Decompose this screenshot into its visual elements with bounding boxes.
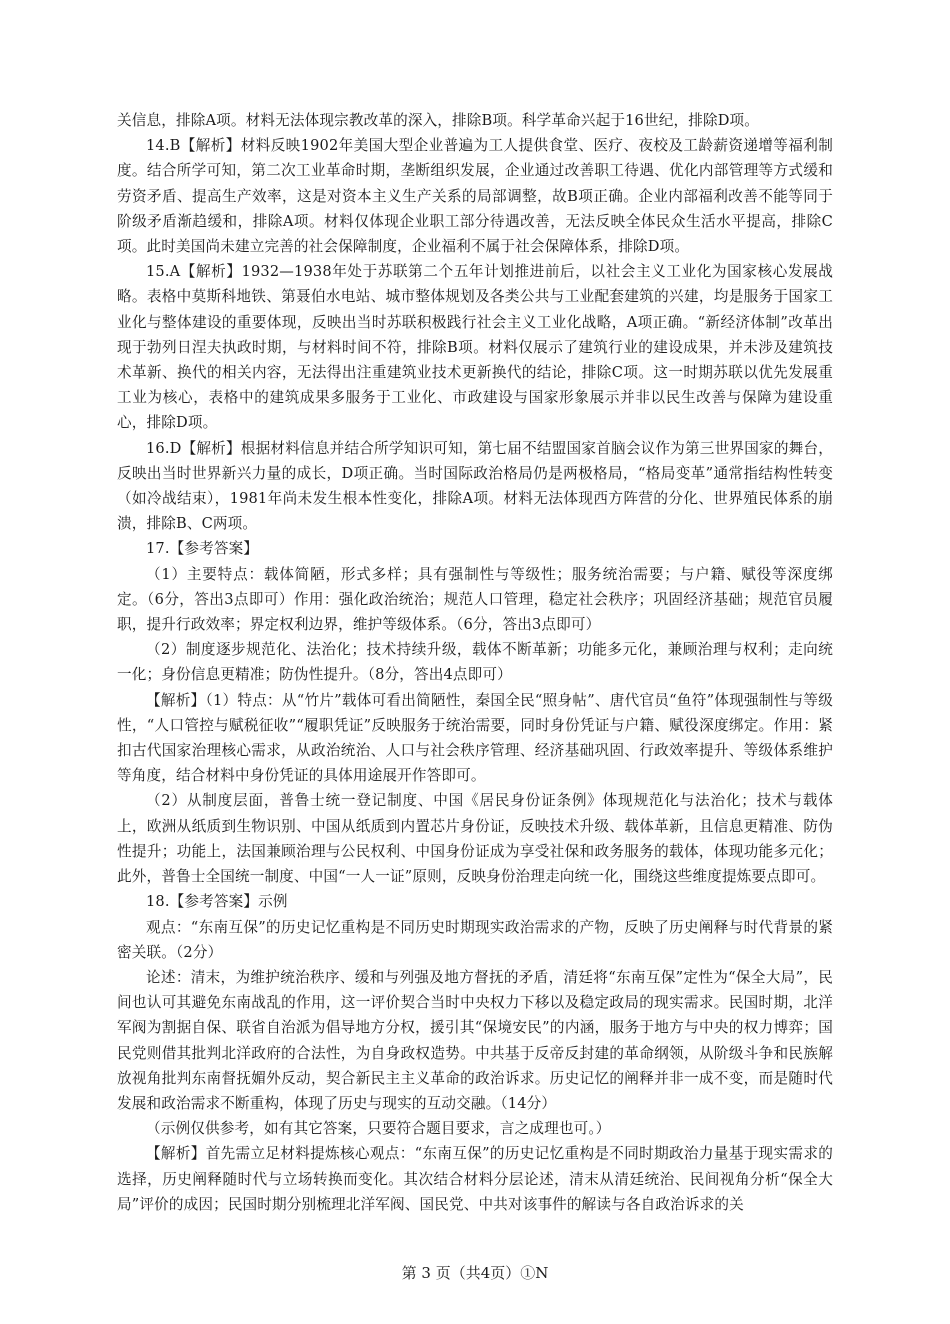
paragraph: 18.【参考答案】示例 [146, 893, 288, 911]
paragraph: （2）制度逐步规范化、法治化；技术持续升级，载体不断革新；功能多元化，兼顾治理与权利；走向统一化；身份信息更精准；防伪性提升。（8分，答出4点即可） [117, 641, 833, 684]
paragraph: 论述：清末，为维护统治秩序、缓和与列强及地方督抚的矛盾，清廷将“东南互保”定性为“保全大局”，民间也认可其避免东南战乱的作用，这一评价契合当时中央权力下移以及稳定政局的现实需求。民国时期，北洋军阀为割据自保、联省自治派为倡导地方分权，援引其“保境安民”的内涵，服务于地方与中央的权力博弈；国民党则借其批判北洋政府的合法性，为自身政权造势。中共基于反帝反封建的革命纲领，从阶级斗争和民族解放视角批判东南督抚媚外反动，契合新民主主义革命的政治诉求。历史记忆的阐释并非一成不变，而是随时代发展和政治需求不断重构，体现了历史与现实的互动交融。（14分） [117, 968, 833, 1112]
paragraph: （2）从制度层面，普鲁士统一登记制度、中国《居民身份证条例》体现规范化与法治化；技术与载体上，欧洲从纸质到生物识别、中国从纸质到内置芯片身份证，反映技术升级、载体革新，且信息更精准、防伪性提升；功能上，法国兼顾治理与公民权利、中国身份证成为享受社保和政务服务的载体，体现功能多元化；此外，普鲁士全国统一制度、中国“一人一证”原则，反映身份治理走向统一化，围绕这些维度提炼要点即可。 [117, 792, 833, 886]
paragraph: 关信息，排除A项。材料无法体现宗教改革的深入，排除B项。科学革命兴起于16世纪，排除D项。 [117, 112, 760, 129]
paragraph: 14.B【解析】材料反映1902年美国大型企业普遍为工人提供食堂、医疗、夜校及工龄薪资递增等福利制度。结合所学可知，第二次工业革命时期，垄断组织发展，企业通过改善职工待遇、优化内部管理等方式缓和劳资矛盾、提高生产效率，这是对资本主义生产关系的局部调整，故B项正确。企业内部福利改善不能等同于阶级矛盾渐趋缓和，排除A项。材料仅体现企业职工部分待遇改善，无法反映全体民众生活水平提高，排除C项。此时美国尚未建立完善的社会保障制度，企业福利不属于社会保障体系，排除D项。 [117, 137, 833, 256]
paragraph: （示例仅供参考，如有其它答案，只要符合题目要求，言之成理也可。） [146, 1120, 611, 1138]
paragraph: 观点：“东南互保”的历史记忆重构是不同历史时期现实政治需求的产物，反映了历史阐释与时代背景的紧密关联。（2分） [117, 918, 833, 961]
document-body [117, 108, 833, 1217]
page-footer: 第 3 页（共4页）①N [401, 1264, 549, 1282]
paragraph: 【解析】首先需立足材料提炼核心观点：“东南互保”的历史记忆重构是不同时期政治力量基于现实需求的选择，历史阐释随时代与立场转换而变化。其次结合材料分层论述，清末从清廷统治、民间视角分析“保全大局”评价的成因；民国时期分别梳理北洋军阀、国民党、中共对该事件的解读与各自政治诉求的关 [117, 1145, 833, 1213]
paragraph: 【解析】（1）特点：从“竹片”载体可看出简陋性，秦国全民“照身帖”、唐代官员“鱼符”体现强制性与等级性，“人口管控与赋税征收”“履职凭证”反映服务于统治需要，同时身份凭证与户籍、赋役深度绑定。作用：紧扣古代国家治理核心需求，从政治统治、人口与社会秩序管理、经济基础巩固、行政效率提升、等级体系维护等角度，结合材料中身份凭证的具体用途展开作答即可。 [117, 691, 833, 785]
paragraph: 17.【参考答案】 [146, 540, 259, 558]
paragraph: （1）主要特点：载体简陋，形式多样；具有强制性与等级性；服务统治需要；与户籍、赋役等深度绑定。（6分，答出3点即可）作用：强化政治统治；规范人口管理，稳定社会秩序；巩固经济基础；规范官员履职，提升行政效率；界定权利边界，维护等级体系。（6分，答出3点即可） [117, 565, 833, 634]
paragraph: 16.D【解析】根据材料信息并结合所学知识可知，第七届不结盟国家首脑会议作为第三世界国家的舞台，反映出当时世界新兴力量的成长，D项正确。当时国际政治格局仍是两极格局，“格局变革”通常指结构性转变（如冷战结束），1981年尚未发生根本性变化，排除A项。材料无法体现西方阵营的分化、世界殖民体系的崩溃，排除B、C两项。 [117, 439, 833, 533]
paragraph: 15.A【解析】1932—1938年处于苏联第二个五年计划推进前后，以社会主义工业化为国家核心发展战略。表格中莫斯科地铁、第聂伯水电站、城市整体规划及各类公共与工业配套建筑的兴建，均是服务于国家工业化与整体建设的重要体现，反映出当时苏联积极践行社会主义工业化战略，A项正确。“新经济体制”改革出现于勃列日涅夫执政时期，与材料时间不符，排除B项。材料仅展示了建筑行业的建设成果，并未涉及建筑技术革新、换代的相关内容，无法得出注重建筑业技术更新换代的结论，排除C项。这一时期苏联以优先发展重工业为核心，表格中的建筑成果多服务于工业化、市政建设与国家形象展示并非以民生改善与保障为建设重心，排除D项。 [117, 263, 833, 432]
